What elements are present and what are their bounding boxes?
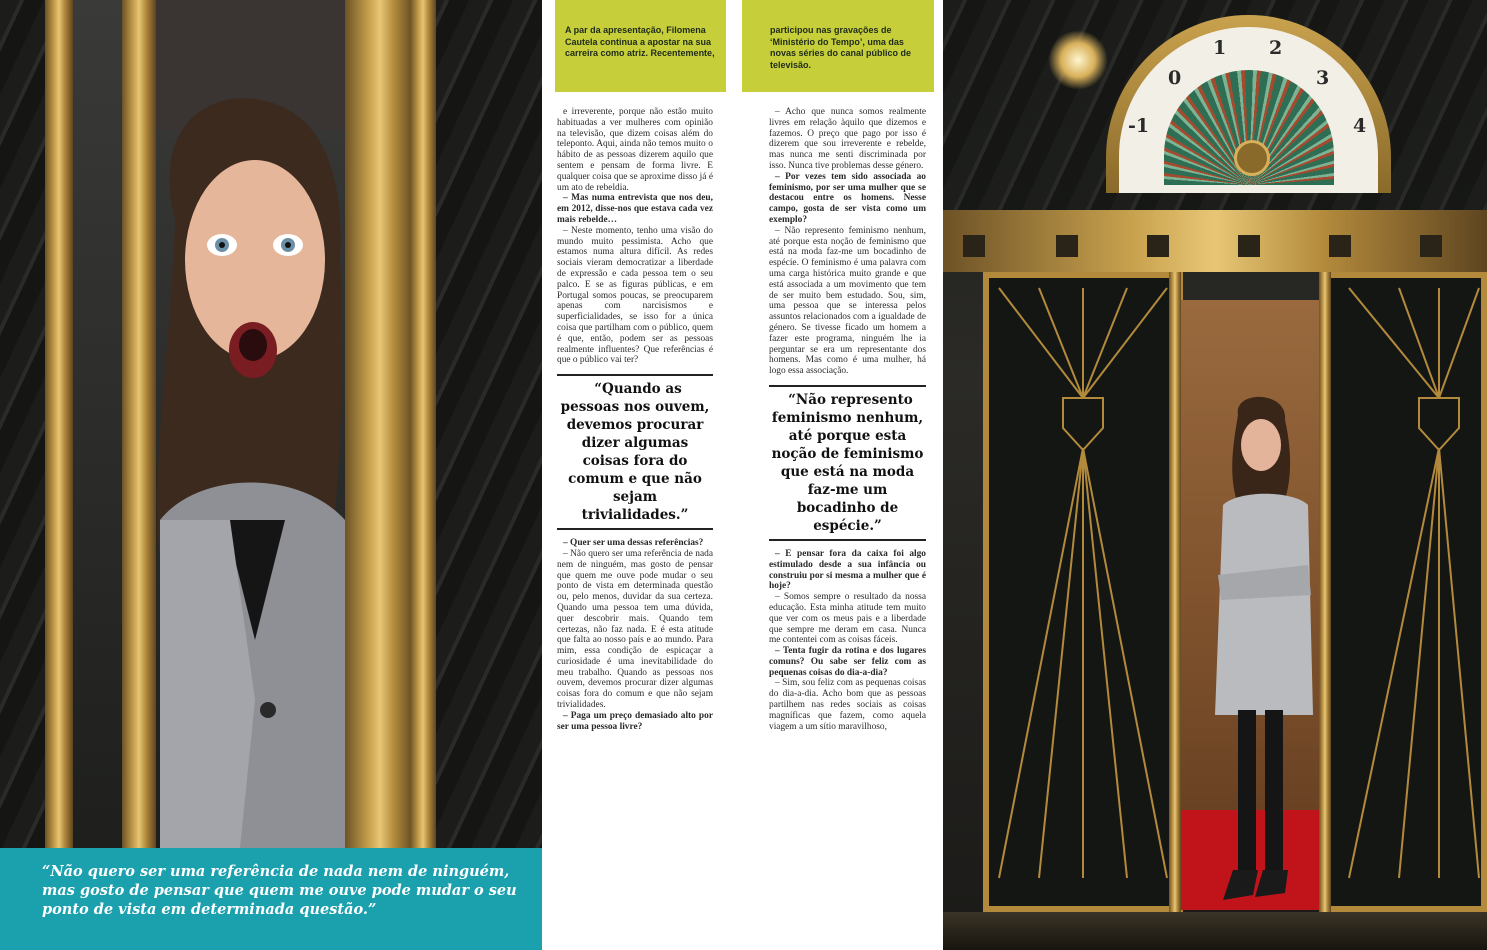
- brass-lintel: [943, 210, 1487, 272]
- column2-pull-quote-wrap: [769, 385, 926, 541]
- column2-header-box: [742, 0, 934, 92]
- interview-answer: – Não represento feminismo nenhum, até porque esta noção de feminismo que está na moda faz-me um bocadinho de espécie. O feminismo é uma palavra com uma carga histórica muito grande e que está associada a um movimento que tem de ser muito bem estudado. Sou, sim, uma pessoa que se interessa pelos assuntos relacionados com a igualdade de género. Se tivesse ficado um homem a fazer este programa, ninguém lhe ia perguntar se era um representante dos homens. Mas como é uma mulher, há logo essa associação.: [769, 225, 926, 377]
- interview-answer: – Neste momento, tenho uma visão do mundo muito pessimista. Acho que estamos numa altura difícil. As redes sociais vieram democratizar a liberdade de expressão e cada pessoa tem o seu palco. E se as figuras públicas, e em Portugal somos poucas, se preocuparem apenas com narcisismos e superficialidades, se isso for a única coisa que partilham com o público, quem é que, então, podem ser as pessoas realmente influentes? Que referências é que o público vai ter?: [557, 225, 713, 366]
- column1-paragraphs-continued: [557, 538, 713, 732]
- interview-question: – Tenta fugir da rotina e dos lugares comuns? Ou sabe ser feliz com as pequenas coisas do dia-a-dia?: [769, 646, 926, 678]
- column2-pull-quote: “Não represento feminismo nenhum, até porque esta noção de feminismo que está na moda faz-me um bocadinho de espécie.”: [769, 385, 926, 541]
- column2-header-text: participou nas gravações de ‘Ministério do Tempo’, uma das novas séries do canal público de televisão.: [770, 25, 912, 70]
- column2-text: [769, 107, 926, 732]
- column1-pull-quote-wrap: [557, 374, 713, 530]
- interview-answer: – Acho que nunca somos realmente livres em relação àquilo que dizemos e fazemos. O preço que pago por isso é dizerem que sou irreverente e rebelde, mas nunca me senti discriminada por isso. Nunca tive problemas desse género.: [769, 107, 926, 171]
- column1-pull-quote: “Quando as pessoas nos ouvem, devemos procurar dizer algumas coisas fora do comum e que não sejam trivialidades.”: [557, 374, 713, 530]
- dial-number: 2: [1269, 37, 1283, 59]
- left-pull-quote: “Não quero ser uma referência de nada nem de ninguém, mas gosto de pensar que quem me ouve pode mudar o seu ponto de vista em determinada questão.”: [42, 863, 517, 918]
- right-photo: [943, 0, 1487, 950]
- interview-question: – Paga um preço demasiado alto por ser uma pessoa livre?: [557, 710, 713, 732]
- interview-question: – Por vezes tem sido associada ao feminismo, por ser uma mulher que se destacou entre os homens. Nesse campo, gosta de ser vista como um exemplo?: [769, 171, 926, 225]
- interview-answer: – Somos sempre o resultado da nossa educação. Esta minha atitude tem muito que ver com os meus pais e a liberdade que sempre me deram em casa. Nunca me contentei com as coisas fáceis.: [769, 592, 926, 646]
- left-photo: [0, 0, 542, 848]
- interview-answer: e irreverente, porque não estão muito habituadas a ver mulheres com opinião na televisão, que dizem coisas além do teleponto. Aqui, ainda não temos muito o hábito de as pessoas dizerem aquilo que sentem e pensam de forma livre. E qualquer coisa que se aproxime disso já é um ato de rebeldia.: [557, 107, 713, 193]
- wall-lamp: [1048, 30, 1108, 90]
- cab-frame: [1169, 272, 1181, 912]
- column1-header-box: [555, 0, 726, 92]
- dial-number: 4: [1353, 115, 1367, 137]
- dial-number: -1: [1128, 115, 1150, 137]
- interview-question: – Mas numa entrevista que nos deu, em 2012, disse-nos que estava cada vez mais rebelde…: [557, 193, 713, 225]
- column1-text: [557, 107, 713, 732]
- dial-number: 0: [1168, 67, 1182, 89]
- woman-figure-illustration: [0, 0, 542, 848]
- dial-number: 3: [1316, 67, 1330, 89]
- elevator-door-right: [1323, 272, 1487, 912]
- dial-hub: [1234, 140, 1270, 176]
- column2-paragraphs-continued: [769, 549, 926, 733]
- interview-answer: – Não quero ser uma referência de nada nem de ninguém, mas gosto de pensar que quem me ouve pode mudar o seu ponto de vista em determinada questão ou, pelo menos, duvidar da sua certeza. Quando uma pessoa tem uma dúvida, quer descobrir mais. Quando tem certezas, não faz nada. E é esta atitude que falta ao nosso país e ao mundo. Para mim, essa condição de espicaçar a curiosidade é uma inevitabilidade do meu trabalho. Quando as pessoas nos ouvem, devemos procurar dizer algumas coisas fora do comum e que não sejam trivialidades.: [557, 548, 713, 711]
- interview-question: – E pensar fora da caixa foi algo estimulado desde a sua infância ou construiu por si mesma a mulher que é hoje?: [769, 548, 926, 592]
- column1-paragraphs: [557, 107, 713, 366]
- woman-standing-figure: [1193, 395, 1333, 925]
- column1-header-text: A par da apresentação, Filomena Cautela continua a apostar na sua carreira como atriz. Recentemente,: [565, 25, 715, 58]
- dial-number: 1: [1213, 37, 1227, 59]
- interview-answer: – Sim, sou feliz com as pequenas coisas do dia-a-dia. Acho bom que as pessoas partilhem nas redes sociais as coisas magníficas que fazem, como aquela viagem a um sítio maravilhoso,: [769, 678, 926, 732]
- elevator-door-left: [983, 272, 1183, 912]
- column2-paragraphs: [769, 107, 926, 377]
- interview-question: – Quer ser uma dessas referências?: [563, 538, 704, 549]
